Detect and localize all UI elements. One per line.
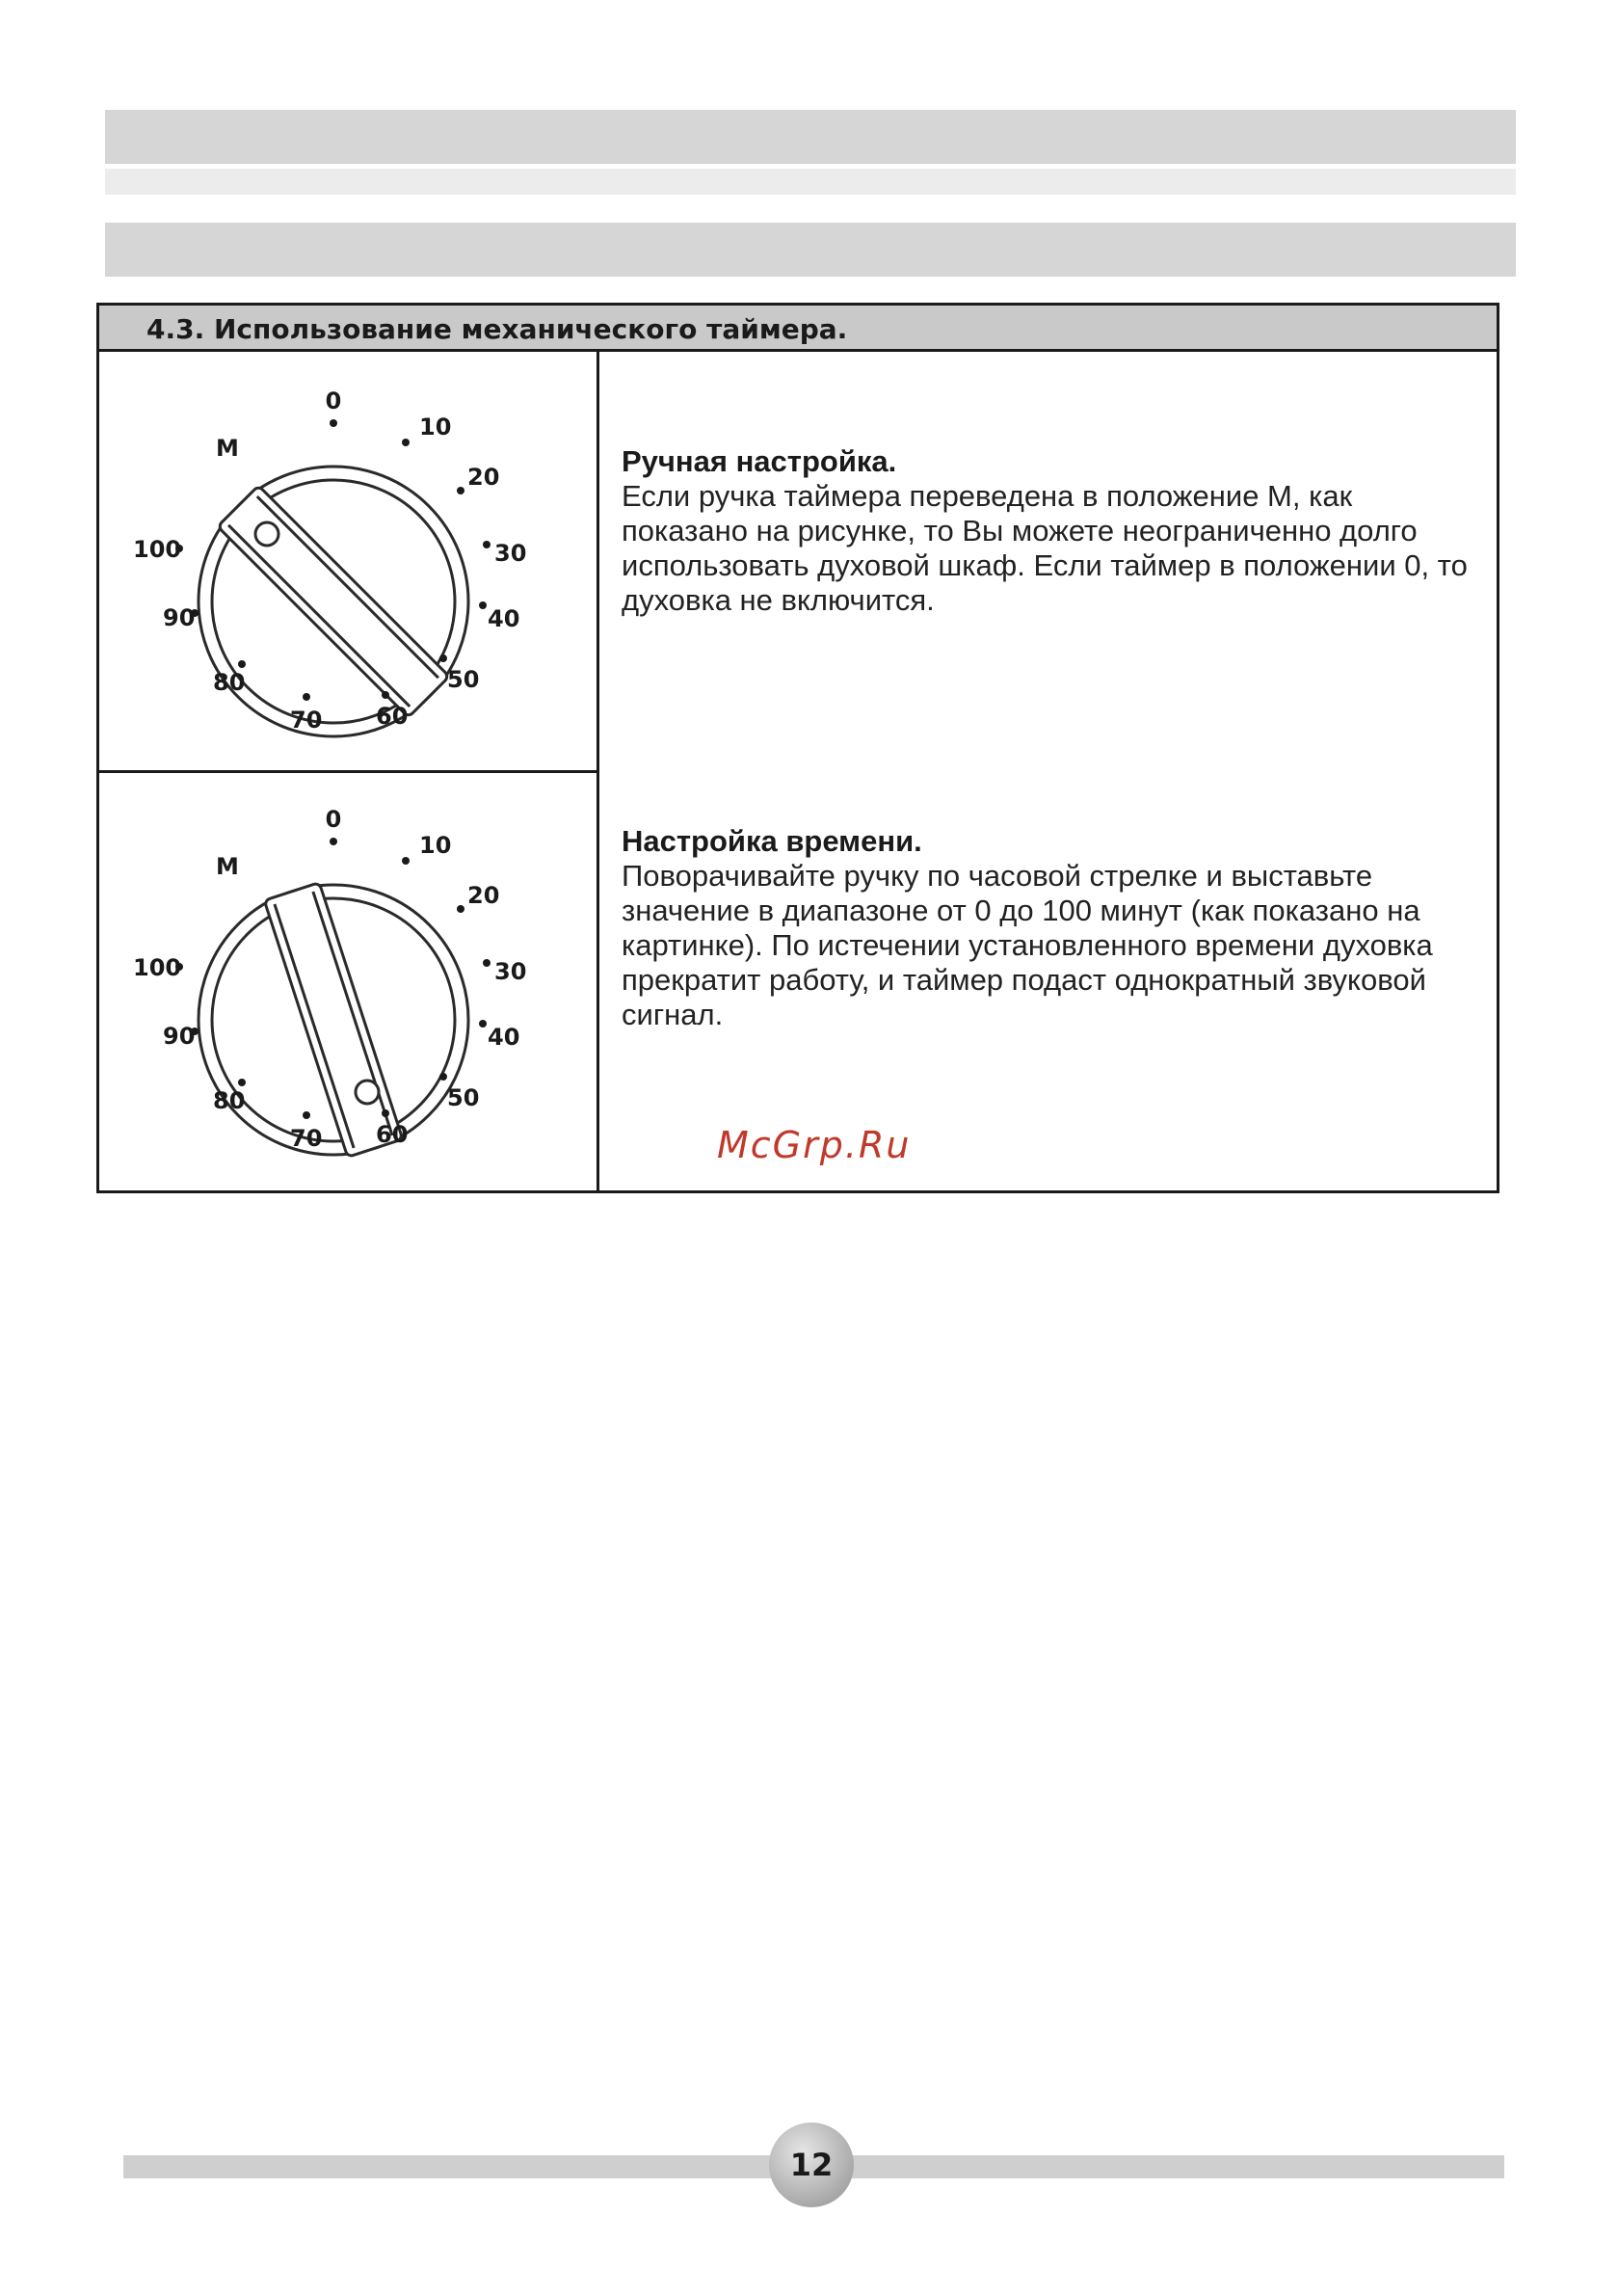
section-header bbox=[99, 306, 1497, 352]
timer-section-frame bbox=[96, 303, 1499, 1193]
tick-70-label: 70 bbox=[290, 707, 323, 734]
header-band-thin bbox=[105, 169, 1516, 195]
tick-60-label: 60 bbox=[376, 1121, 409, 1148]
tick-70-label: 70 bbox=[290, 1125, 323, 1152]
column-divider bbox=[597, 352, 599, 1190]
time-setting-text bbox=[622, 824, 1470, 1032]
tick-100-label: 100 bbox=[133, 954, 182, 981]
timer-knob-m-icon bbox=[99, 356, 597, 770]
tick-30-label: 30 bbox=[494, 958, 527, 985]
tick-0-label: 0 bbox=[325, 806, 342, 833]
tick-20-label: 20 bbox=[467, 464, 500, 491]
row-divider bbox=[99, 770, 597, 773]
tick-60-label: 60 bbox=[376, 703, 409, 730]
tick-40-label: 40 bbox=[488, 605, 520, 632]
tick-50-label: 50 bbox=[447, 666, 480, 693]
manual-setting-body: Если ручка таймера переведена в положение М, как показано на рисунке, то Вы можете неограниченно долго использовать духовой шкаф. Если таймер в положении 0, то духовка не включится. bbox=[622, 479, 1468, 617]
timer-dial-manual bbox=[99, 356, 597, 770]
manual-setting-heading: Ручная настройка. bbox=[622, 444, 897, 478]
tick-m-label: M bbox=[216, 853, 239, 880]
time-setting-body: Поворачивайте ручку по часовой стрелке и выставьте значение в диапазоне от 0 до 100 минут (как показано на картинке). По истечении установленного времени духовка прекратит работу, и таймер подаст однократный звуковой сигнал. bbox=[622, 859, 1433, 1031]
tick-90-label: 90 bbox=[163, 604, 196, 631]
tick-0-label: 0 bbox=[325, 387, 342, 414]
tick-100-label: 100 bbox=[133, 536, 182, 563]
section-title: 4.3. Использование механического таймера. bbox=[146, 313, 848, 345]
tick-m-label: M bbox=[216, 435, 239, 462]
time-setting-heading: Настройка времени. bbox=[622, 824, 922, 858]
tick-80-label: 80 bbox=[213, 669, 246, 696]
watermark: McGrp.Ru bbox=[717, 1124, 912, 1166]
header-band-top bbox=[105, 110, 1516, 164]
page-number-badge bbox=[769, 2122, 854, 2207]
manual-setting-text bbox=[622, 444, 1470, 618]
page-number: 12 bbox=[789, 2147, 834, 2183]
timer-knob-time-icon bbox=[99, 774, 597, 1188]
tick-10-label: 10 bbox=[419, 414, 452, 441]
tick-40-label: 40 bbox=[488, 1024, 520, 1051]
tick-10-label: 10 bbox=[419, 832, 452, 859]
tick-50-label: 50 bbox=[447, 1084, 480, 1111]
timer-dial-time bbox=[99, 774, 597, 1188]
tick-90-label: 90 bbox=[163, 1023, 196, 1050]
tick-80-label: 80 bbox=[213, 1087, 246, 1114]
tick-30-label: 30 bbox=[494, 540, 527, 567]
header-band-second bbox=[105, 223, 1516, 277]
tick-20-label: 20 bbox=[467, 882, 500, 909]
